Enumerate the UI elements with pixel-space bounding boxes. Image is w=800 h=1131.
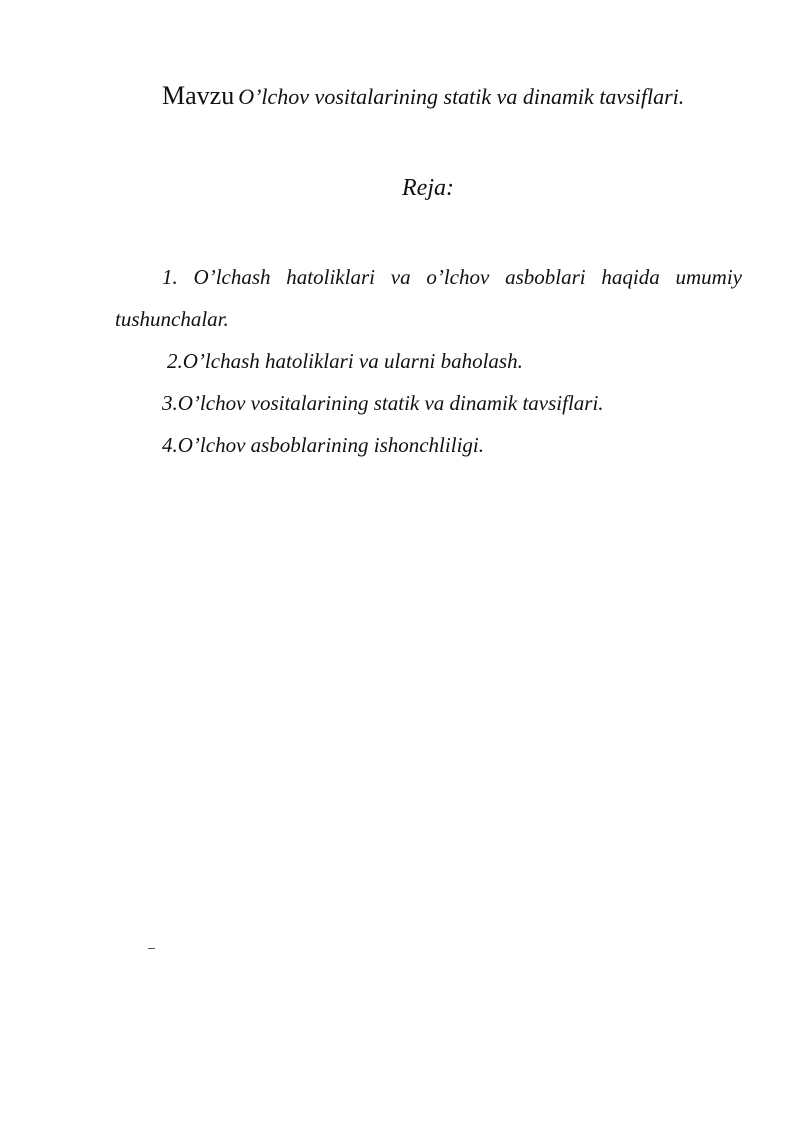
plan-list (115, 256, 742, 466)
plan-heading: Reja: (402, 175, 454, 201)
plan-item-3: 3.O’lchov vositalarining statik va dinamik tavsiflari. (162, 391, 604, 415)
plan-item-2: 2.O’lchash hatoliklari va ularni baholash. (167, 349, 523, 373)
plan-item-1: 1. O’lchash hatoliklari va o’lchov asboblari haqida umumiy tushunchalar. (115, 265, 742, 331)
topic-title: O’lchov vositalarining statik va dinamik tavsiflari. (238, 84, 685, 109)
topic-line (162, 78, 762, 118)
plan-item-4: 4.O’lchov asboblarining ishonchliligi. (162, 433, 484, 457)
footer-dash-mark (148, 948, 155, 949)
topic-label: Mavzu (162, 81, 235, 110)
